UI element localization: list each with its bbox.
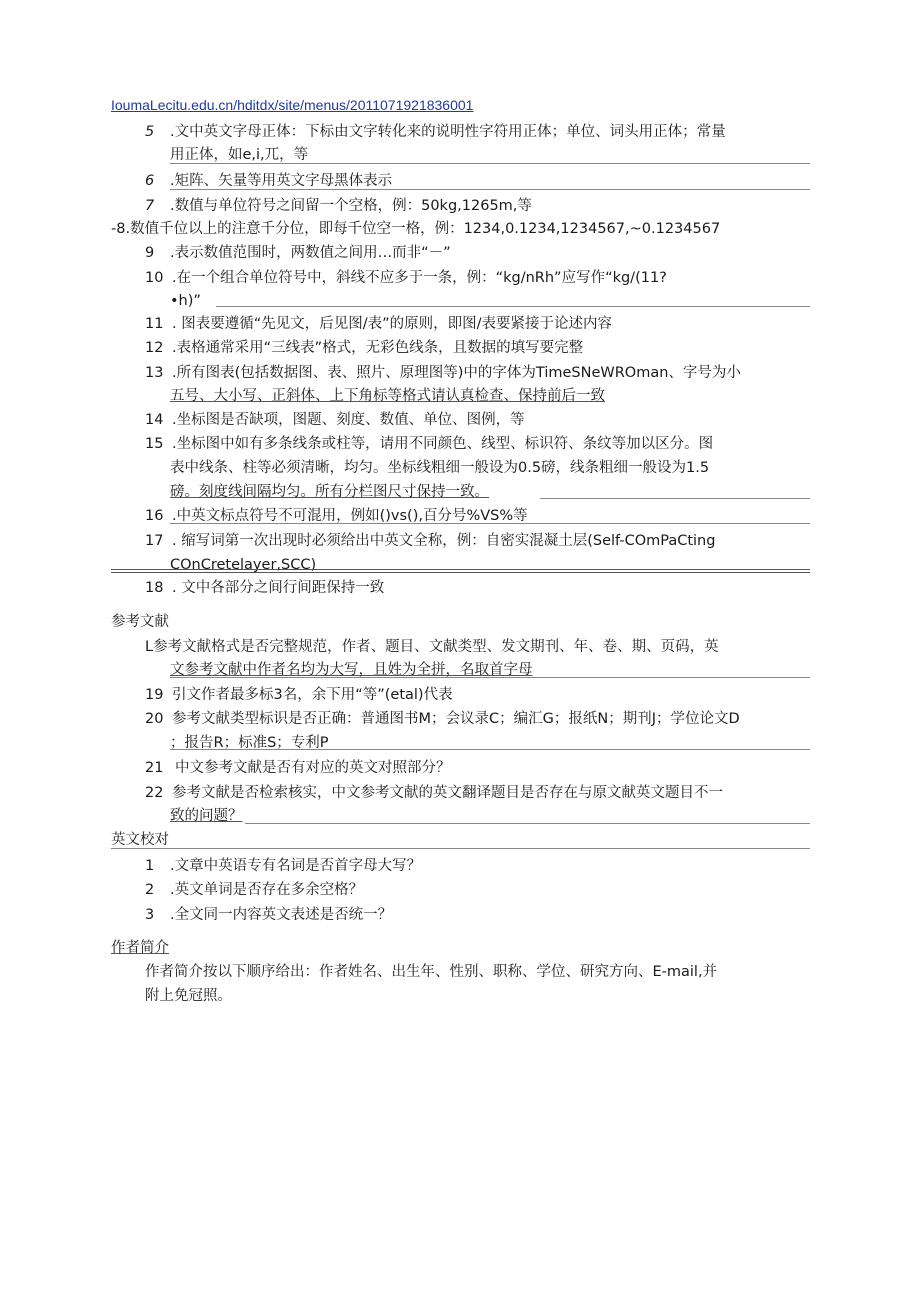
double-rule: [111, 569, 810, 573]
item-text: 致的问题？: [170, 808, 243, 824]
item-text: .表示数值范围时，两数值之间用…而非“－”: [170, 245, 451, 261]
english-item-3: [145, 905, 392, 925]
item-text: 磅。刻度线间隔均匀。所有分栏图尺寸保持一致。: [170, 484, 489, 500]
item-13-line-1: [145, 363, 741, 383]
heading-rule: [111, 848, 810, 849]
item-5-line-1: [145, 122, 726, 142]
text-underline: [170, 189, 810, 190]
item-15-line-1: [145, 434, 713, 454]
item-number: 21: [145, 760, 164, 776]
item-text: .数值与单位符号之间留一个空格，例：50kg,1265m,等: [170, 198, 532, 214]
item-text: -8.数值千位以上的注意千分位，即每千位空一格，例：1234,0.1234,1234567,~0.1234567: [111, 221, 721, 237]
item-text: 参考文献是否检索核实，中文参考文献的英文翻译题目是否存在与原文献英文题目不一: [172, 785, 723, 801]
item-10-line-1: [145, 268, 667, 288]
english-proofreading-heading: 英文校对: [111, 832, 169, 848]
item-text: .中英文标点符号不可混用，例如()vs(),百分号%VS%等: [172, 508, 528, 524]
item-number: 7: [145, 198, 155, 214]
item-7: [145, 196, 532, 216]
item-text: .文章中英语专有名词是否首字母大写？: [170, 858, 422, 874]
item-5-line-2: [170, 145, 308, 165]
item-number: 12: [145, 340, 164, 356]
reference-21: [145, 758, 451, 778]
reference-1-line-1: [145, 637, 719, 657]
item-15-line-3: [170, 482, 489, 502]
item-text: 引文作者最多标3名，余下用“等”(etal)代表: [172, 687, 453, 703]
item-15-line-2: [170, 458, 709, 478]
author-intro-heading: 作者简介: [111, 940, 169, 956]
item-text: 用正体，如e,i,兀，等: [170, 147, 309, 163]
item-number: 15: [145, 436, 164, 452]
item-text: 五号、大小写、正斜体、上下角标等格式请认真检查、保持前后一致: [170, 388, 605, 404]
item-9: [145, 243, 451, 263]
item-8: [111, 219, 720, 239]
item-text: .文中英文字母正体：下标由文字转化来的说明性字符用正体；单位、词头用正体；常量: [170, 124, 726, 140]
item-text: 中文参考文献是否有对应的英文对照部分？: [175, 760, 451, 776]
text-underline: [170, 677, 810, 678]
item-text: . 缩写词第一次出现时必须给出中英文全称，例：自密实混凝土层(Self-COmPaCting: [172, 533, 716, 549]
reference-20-line-1: [145, 709, 740, 729]
item-number: 16: [145, 508, 164, 524]
item-text: •h)”: [170, 293, 201, 309]
item-14: [145, 410, 525, 430]
item-text: .表格通常采用“三线表”格式，无彩色线条，且数据的填写要完整: [172, 340, 584, 356]
item-text: . 文中各部分之间行间距保持一致: [172, 580, 385, 596]
author-intro-line-2: [145, 986, 232, 1006]
item-text: COnCretelayer,SCC): [170, 557, 317, 573]
item-number: 14: [145, 412, 164, 428]
text-underline: [540, 498, 810, 499]
text-underline: [170, 163, 810, 164]
item-text: 参考文献类型标识是否正确：普通图书M；会议录C；编汇G；报纸N；期刊J；学位论文D: [172, 711, 740, 727]
item-text: .在一个组合单位符号中，斜线不应多于一条，例：“kg/nRh”应写作“kg/(11?: [172, 270, 667, 286]
english-item-1: [145, 856, 421, 876]
author-intro-line-1: [145, 962, 717, 982]
item-text: . 图表要遵循“先见文，后见图/表”的原则，即图/表要紧接于论述内容: [172, 316, 613, 332]
item-6: [145, 171, 392, 191]
item-number: 6: [145, 173, 155, 189]
item-number: 11: [145, 316, 164, 332]
item-number: 1: [145, 858, 155, 874]
item-number: 22: [145, 785, 164, 801]
item-12: [145, 338, 583, 358]
reference-20-line-2: [170, 733, 329, 753]
references-heading: 参考文献: [111, 614, 169, 630]
text-underline: [170, 749, 810, 750]
item-number: 5: [145, 124, 155, 140]
item-text: 作者简介按以下顺序给出：作者姓名、出生年、性别、职称、学位、研究方向、E-mail,并: [145, 964, 718, 980]
item-text: .坐标图是否缺项，图题、刻度、数值、单位、图例，等: [172, 412, 525, 428]
item-18: [145, 578, 384, 598]
item-text: L参考文献格式是否完整规范，作者、题目、文献类型、发文期刊、年、卷、期、页码，英: [145, 639, 719, 655]
item-text: 表中线条、柱等必须清晰，均匀。坐标线粗细一般设为0.5磅，线条粗细一般设为1.5: [170, 460, 710, 476]
item-text: .坐标图中如有多条线条或柱等，请用不同颜色、线型、标识符、条纹等加以区分。图: [172, 436, 714, 452]
item-number: 17: [145, 533, 164, 549]
item-11: [145, 314, 612, 334]
item-text: 附上免冠照。: [145, 988, 232, 1004]
item-13-line-2: [170, 386, 605, 406]
reference-22-line-1: [145, 783, 723, 803]
item-number: 10: [145, 270, 164, 286]
item-number: 18: [145, 580, 164, 596]
item-number: 19: [145, 687, 164, 703]
item-17-line-1: [145, 531, 715, 551]
item-number: 3: [145, 907, 155, 923]
item-10-line-2: [170, 291, 201, 311]
item-number: 20: [145, 711, 164, 727]
english-item-2: [145, 880, 363, 900]
item-number: 2: [145, 882, 155, 898]
text-underline: [245, 823, 810, 824]
item-text: .英文单词是否存在多余空格？: [170, 882, 364, 898]
item-number: 9: [145, 245, 155, 261]
item-number: 13: [145, 365, 164, 381]
item-text: .全文同一内容英文表述是否统一？: [170, 907, 393, 923]
text-underline: [170, 523, 810, 524]
item-text: .矩阵、矢量等用英文字母黑体表示: [170, 173, 393, 189]
text-underline: [216, 306, 810, 307]
item-text: ；报告R；标准S；专利P: [170, 735, 329, 751]
item-text: .所有图表(包括数据图、表、照片、原理图等)中的字体为TimeSNeWROman、字号为小: [172, 365, 741, 381]
source-url-link[interactable]: IoumaLecitu.edu.cn/hditdx/site/menus/2011071921836001: [111, 97, 474, 113]
reference-22-line-2: [170, 806, 243, 826]
reference-19: [145, 685, 453, 705]
item-text: 文参考文献中作者名均为大写，且姓为全拼，名取首字母: [170, 662, 533, 678]
